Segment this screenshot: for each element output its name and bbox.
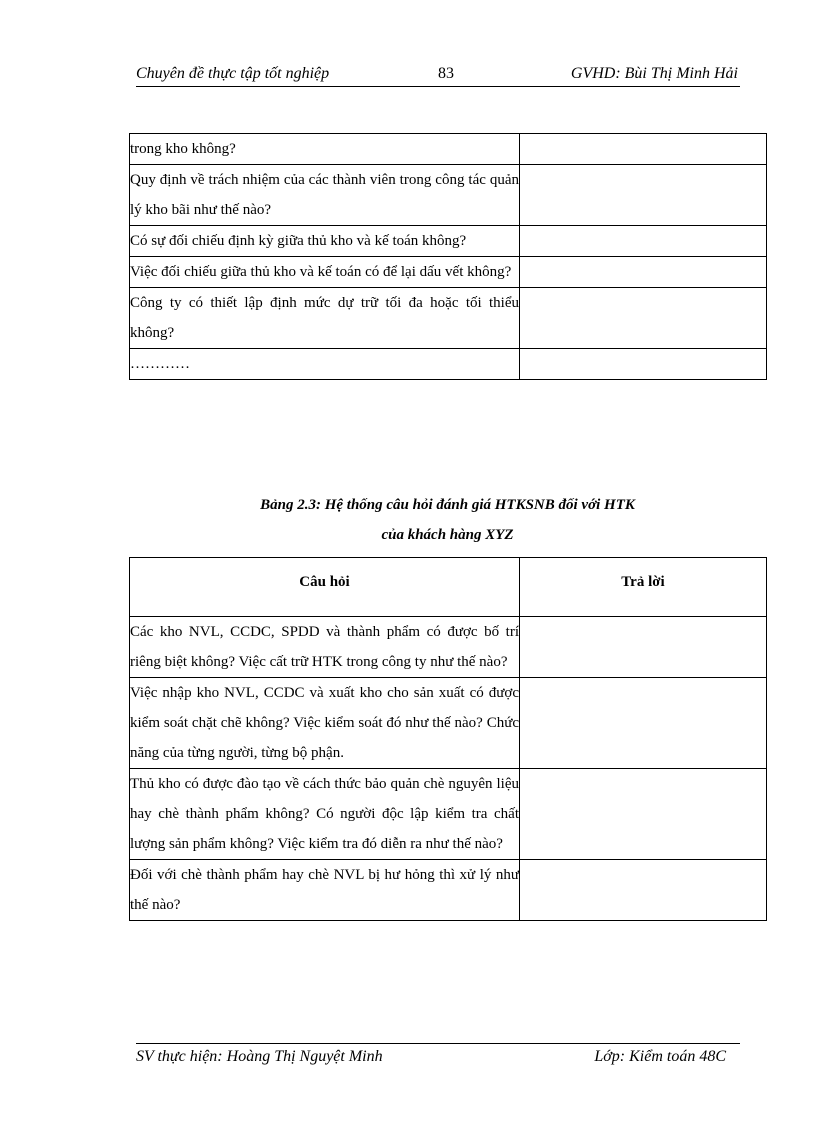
table-row (130, 860, 767, 921)
table-row (130, 769, 767, 860)
page-footer (136, 1043, 740, 1074)
footer-class: Lớp: Kiểm toán 48C (594, 1048, 726, 1065)
table-row (130, 678, 767, 769)
table-row (130, 134, 767, 165)
question-cell: Đối với chè thành phẩm hay chè NVL bị hư hỏng thì xử lý như thế nào? (130, 860, 520, 921)
table-header-row (130, 558, 767, 617)
answer-cell (520, 678, 767, 769)
answer-cell (520, 860, 767, 921)
question-cell: Việc nhập kho NVL, CCDC và xuất kho cho sản xuất có được kiểm soát chặt chẽ không? Việc kiểm soát đó như thế nào? Chức năng của từng người, từng bộ phận. (130, 678, 520, 769)
question-cell: Công ty có thiết lập định mức dự trữ tối đa hoặc tối thiểu không? (130, 288, 520, 349)
column-header-answer-label: Trả lời (621, 573, 665, 590)
table-row (130, 617, 767, 678)
column-header-answer (520, 558, 767, 617)
page-header (136, 62, 740, 87)
question-cell: Các kho NVL, CCDC, SPDD và thành phẩm có được bố trí riêng biệt không? Việc cất trữ HTK trong công ty như thế nào? (130, 617, 520, 678)
checklist-table-continued (129, 133, 767, 380)
table-row (130, 165, 767, 226)
table-row (130, 288, 767, 349)
answer-cell (520, 349, 767, 380)
answer-cell (520, 134, 767, 165)
question-cell: Việc đối chiếu giữa thủ kho và kế toán có để lại dấu vết không? (130, 257, 520, 288)
table-row (130, 226, 767, 257)
question-cell: Thủ kho có được đào tạo về cách thức bảo quản chè nguyên liệu hay chè thành phẩm không? Có người độc lập kiểm tra chất lượng sản phẩm không? Việc kiểm tra đó diễn ra như thế nào? (130, 769, 520, 860)
answer-cell (520, 288, 767, 349)
column-header-question (130, 558, 520, 617)
header-advisor: GVHD: Bùi Thị Minh Hải (570, 65, 738, 82)
table-caption-subtitle: của khách hàng XYZ (381, 527, 514, 543)
answer-cell (520, 226, 767, 257)
question-cell: Có sự đối chiếu định kỳ giữa thủ kho và kế toán không? (130, 226, 520, 257)
table-caption-title: Bảng 2.3: Hệ thống câu hỏi đánh giá HTKSNB đối với HTK (260, 497, 635, 513)
table-row (130, 349, 767, 380)
header-document-title: Chuyên đề thực tập tốt nghiệp (136, 65, 330, 82)
inventory-control-questionnaire-table (129, 557, 767, 921)
answer-cell (520, 617, 767, 678)
header-page-number: 83 (438, 65, 454, 82)
answer-cell (520, 165, 767, 226)
table-row (130, 257, 767, 288)
question-cell: ………… (130, 349, 520, 380)
answer-cell (520, 257, 767, 288)
question-cell: Quy định về trách nhiệm của các thành viên trong công tác quản lý kho bãi như thế nào? (130, 165, 520, 226)
question-cell: trong kho không? (130, 134, 520, 165)
footer-student: SV thực hiện: Hoàng Thị Nguyệt Minh (136, 1048, 383, 1065)
column-header-question-label: Câu hỏi (299, 573, 350, 590)
answer-cell (520, 769, 767, 860)
